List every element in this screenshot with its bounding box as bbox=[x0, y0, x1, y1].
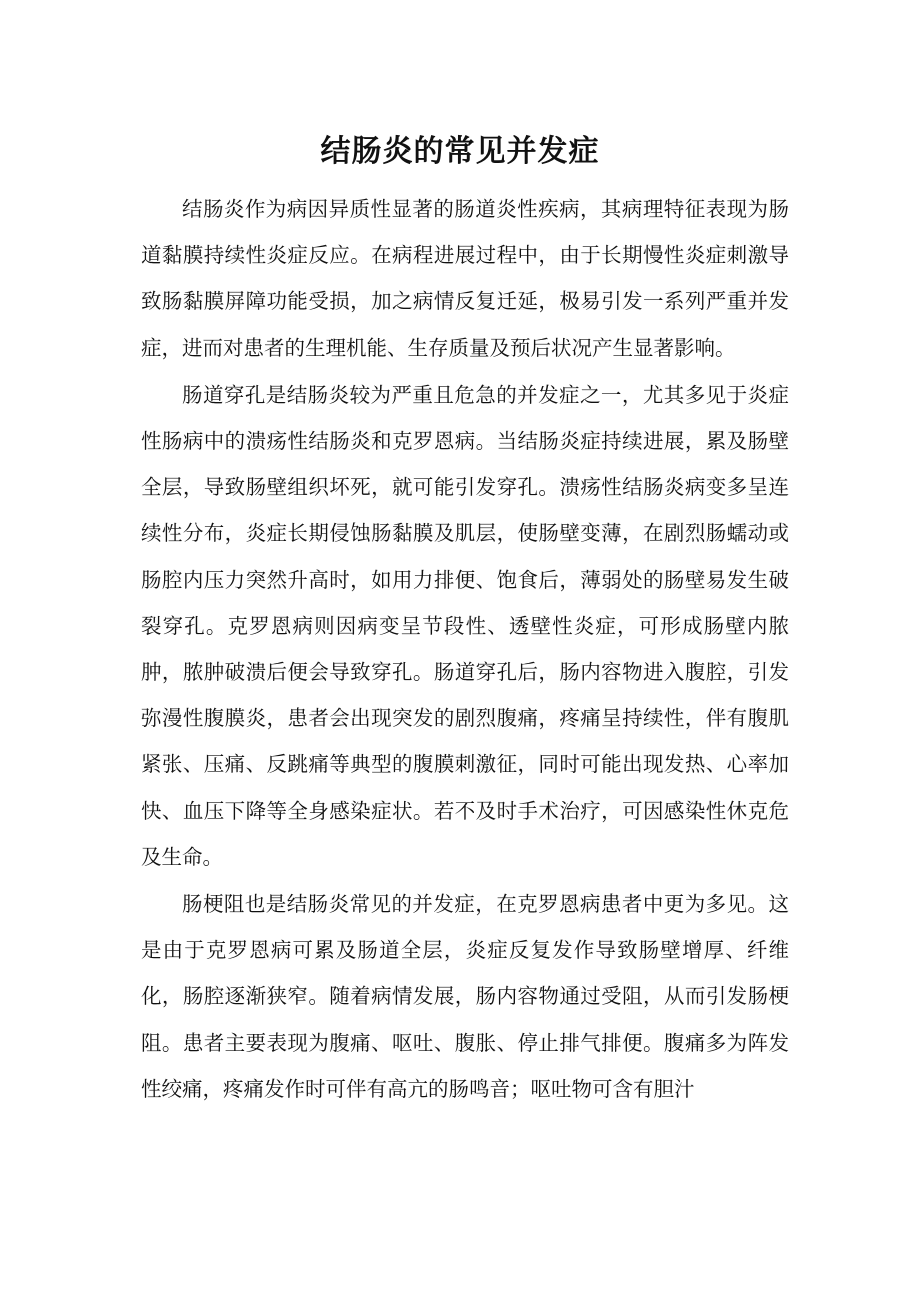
document-body bbox=[141, 186, 789, 1113]
document-title: 结肠炎的常见并发症 bbox=[320, 134, 600, 169]
paragraph-obstruction: 肠梗阻也是结肠炎常见的并发症，在克罗恩病患者中更为多见。这是由于克罗恩病可累及肠道全层，炎症反复发作导致肠壁增厚、纤维化，肠腔逐渐狭窄。随着病情发展，肠内容物通过受阻，从而引发肠梗阻。患者主要表现为腹痛、呕吐、腹胀、停止排气排便。腹痛多为阵发性绞痛，疼痛发作时可伴有高亢的肠鸣音；呕吐物可含有胆汁 bbox=[141, 892, 789, 1101]
paragraph-perforation: 肠道穿孔是结肠炎较为严重且危急的并发症之一，尤其多见于炎症性肠病中的溃疡性结肠炎和克罗恩病。当结肠炎症持续进展，累及肠壁全层，导致肠壁组织坏死，就可能引发穿孔。溃疡性结肠炎病变多呈连续性分布，炎症长期侵蚀肠黏膜及肌层，使肠壁变薄，在剧烈肠蠕动或肠腔内压力突然升高时，如用力排便、饱食后，薄弱处的肠壁易发生破裂穿孔。克罗恩病则因病变呈节段性、透壁性炎症，可形成肠壁内脓肿，脓肿破溃后便会导致穿孔。肠道穿孔后，肠内容物进入腹腔，引发弥漫性腹膜炎，患者会出现突发的剧烈腹痛，疼痛呈持续性，伴有腹肌紧张、压痛、反跳痛等典型的腹膜刺激征，同时可能出现发热、心率加快、血压下降等全身感染症状。若不及时手术治疗，可因感染性休克危及生命。 bbox=[141, 382, 789, 869]
paragraph-intro: 结肠炎作为病因异质性显著的肠道炎性疾病，其病理特征表现为肠道黏膜持续性炎症反应。在病程进展过程中，由于长期慢性炎症刺激导致肠黏膜屏障功能受损，加之病情反复迁延，极易引发一系列严重并发症，进而对患者的生理机能、生存质量及预后状况产生显著影响。 bbox=[141, 197, 789, 360]
